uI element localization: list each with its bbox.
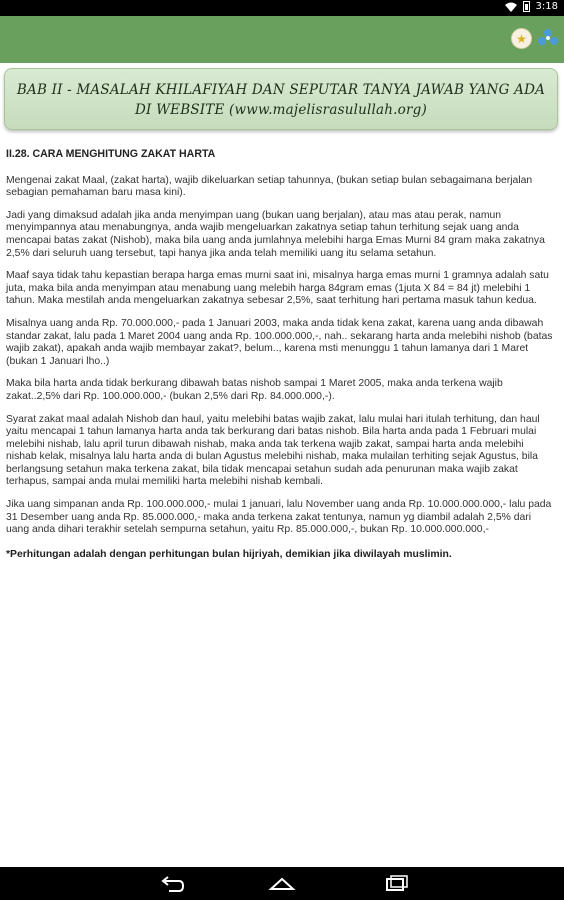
share-icon[interactable] — [536, 26, 560, 50]
star-icon: ★ — [516, 31, 527, 46]
paragraph: Jadi yang dimaksud adalah jika anda menyimpan uang (bukan uang berjalan), atau mas atau perak, namun menyimpannya atau menabungnya, anda wajib mengeluarkan zakatnya setiap tahun terhitung sejak uang anda mencapai batas zakat (Nishob), maka bila uang anda jumlahnya melebihi harga Emas Murni 84 gram maka zakatnya 2,5% dari seluruh uang tersebut, tapi hanya jika anda telah memiliki uang itu selama setahun. — [6, 209, 545, 259]
status-indicators — [505, 1, 558, 12]
recent-apps-icon[interactable] — [381, 873, 411, 895]
chapter-title: BAB II - MASALAH KHILAFIYAH DAN SEPUTAR TANYA JAWAB YANG ADA DI WEBSITE (www.majelisrasulullah.org) — [16, 82, 546, 118]
status-bar — [0, 0, 564, 16]
battery-icon — [523, 1, 530, 12]
footnote: *Perhitungan adalah dengan perhitungan bulan hijriyah, demikian jika diwilayah muslimin. — [6, 548, 452, 560]
paragraph: Syarat zakat maal adalah Nishob dan haul, yaitu melebihi batas wajib zakat, lalu mulai hari itulah terhitung, dan haul yaitu mencapai 1 tahun lamanya harta anda tak berkurang dari batas nishob. Bila harta anda pada 1 Februari mulai melebihi nishab, lalu april turun dibawah nishab, maka anda tak terkena wajib zakat, sampai harta anda melebihi nishab kelak, misalnya lalu harta anda di bulan Agustus melebihi nishab, maka mulailan terhiting sejak Agustus, bila berlangsung setahun maka terkena zakat, bila tidak mencapai setahun sudah ada penurunan maka wajib zakat terhapus, sampai anda mulai memiliki harta melebihi nishab kembali. — [6, 413, 540, 488]
back-icon[interactable] — [157, 873, 187, 895]
paragraph: Jika uang simpanan anda Rp. 100.000.000,- mulai 1 januari, lalu November uang anda Rp. 10.000.000.000,- lalu pada 31 Desember uang anda Rp. 85.000.000,- maka anda terkena zakat tentunya, namun yg diambil adalah 2,5% dari uang anda dihari terakhir setelah sempurna setahun, yaitu Rp. 85.000.000,-, bukan Rp. 10.000.000.000,- — [6, 499, 552, 536]
wifi-icon — [505, 2, 517, 12]
paragraph: Mengenai zakat Maal, (zakat harta), wajib dikeluarkan setiap tahunnya, (bukan setiap bulan sebagaimana berjalan sebagian pemahaman baru masa kini). — [6, 174, 533, 199]
article-heading: II.28. CARA MENGHITUNG ZAKAT HARTA — [6, 148, 216, 160]
paragraph: Misalnya uang anda Rp. 70.000.000,- pada 1 Januari 2003, maka anda tidak kena zakat, karena uang anda dibawah standar zakat, lalu pada 1 Maret 2004 uang anda Rp. 100.000.000,-, nah.. sekarang harta anda melebihi nishob (batas wajib zakat), apakah anda wajib membayar zakat?, belum.., karena msti menunggu 1 tahun lamanya dari 1 Maret (bukan 1 Januari lho..) — [6, 317, 553, 367]
navigation-bar — [0, 867, 564, 900]
status-time: 3:18 — [535, 1, 558, 12]
article-content — [6, 148, 554, 571]
paragraph: Maka bila harta anda tidak berkurang dibawah batas nishob sampai 1 Maret 2005, maka anda terkena wajib zakat..2,5% dari Rp. 100.000.000,- (bukan 2,5% dari Rp. 84.000.000,-). — [6, 378, 503, 402]
favorite-button[interactable] — [511, 28, 532, 49]
app-bar — [0, 16, 564, 63]
home-icon[interactable] — [267, 873, 297, 895]
paragraph: Maaf saya tidak tahu kepastian berapa harga emas murni saat ini, misalnya harga emas murni 1 gramnya adalah satu juta, maka bila anda menyimpan atau menabung uang melebih harga 84gram emas (1juta X 84 = 84 jt) melebihi 1 tahun. Maka mestilah anda mengeluarkan zakatnya sebesar 2,5%, saat terhitung hari pertama masuk tahun kedua. — [6, 270, 549, 307]
chapter-title-box — [4, 68, 558, 130]
